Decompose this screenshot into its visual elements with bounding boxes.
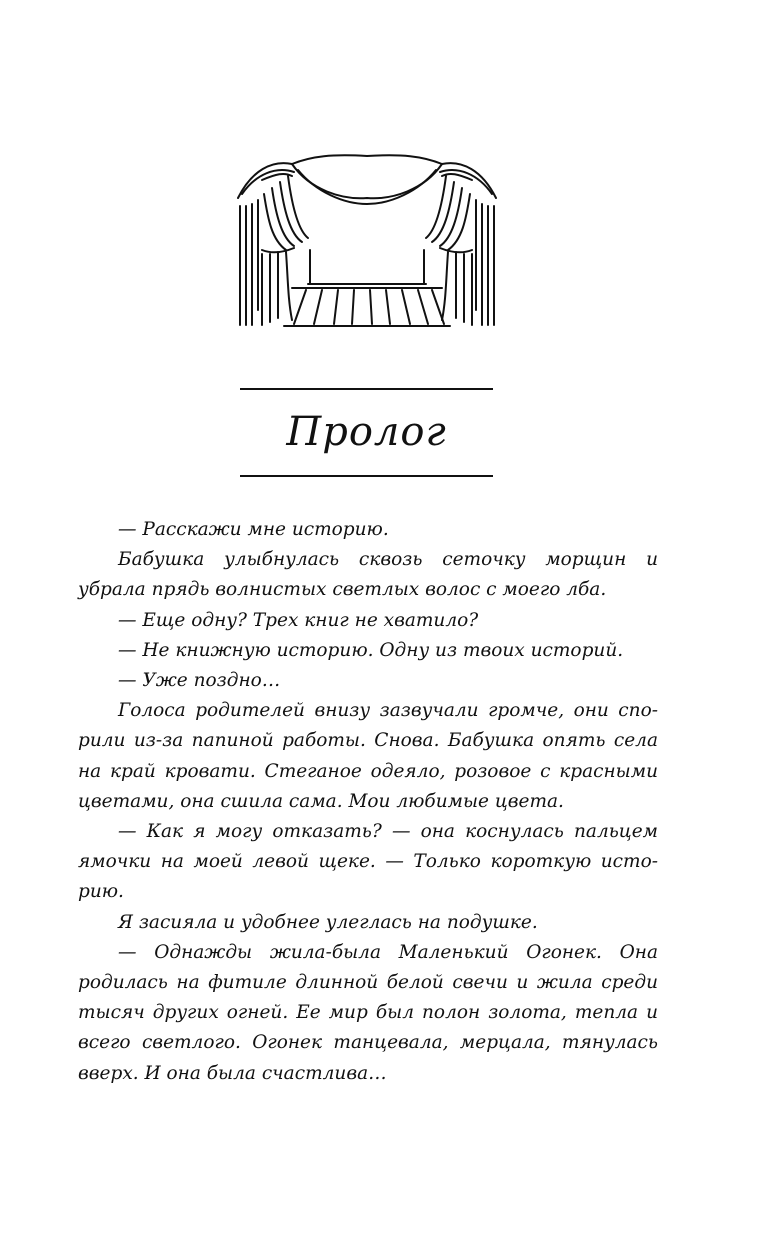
paragraph: Бабушка улыбнулась сквозь сеточку морщин и убрала прядь волнистых светлых волос с моего лба.	[78, 549, 658, 601]
title-rule-bottom	[240, 475, 493, 477]
body-text	[78, 515, 658, 1089]
paragraph: — Уже поздно…	[118, 670, 281, 692]
paragraph: — Как я могу отказать? — она коснулась пальцем ямочки на моей левой щеке. — Только короткую историю.	[78, 821, 658, 903]
paragraph: — Однажды жила-была Маленький Огонек. Она родилась на фитиле длинной белой свечи и жила среди тысяч других огней. Ее мир был полон золота, тепла и всего светлого. Огонек танцевала, мерцала, тянулась вверх. И она была счастлива…	[78, 941, 658, 1084]
paragraph: — Не книжную историю. Одну из твоих историй.	[118, 639, 624, 661]
paragraph: — Еще одну? Трех книг не хватило?	[118, 609, 479, 631]
title-rule-top	[240, 388, 493, 390]
paragraph: — Расскажи мне историю.	[118, 519, 389, 540]
paragraph: Голоса родителей внизу зазвучали громче, они спорили из-за папиной работы. Снова. Бабушка опять села на край кровати. Стеганое одеяло, розовое с красными цветами, она сшила сама. Мои любимые цвета.	[78, 700, 658, 812]
chapter-title: Пролог	[286, 409, 447, 455]
paragraph: Я засияла и удобнее улеглась на подушке.	[118, 911, 538, 933]
theater-stage-curtains-icon	[232, 150, 502, 335]
